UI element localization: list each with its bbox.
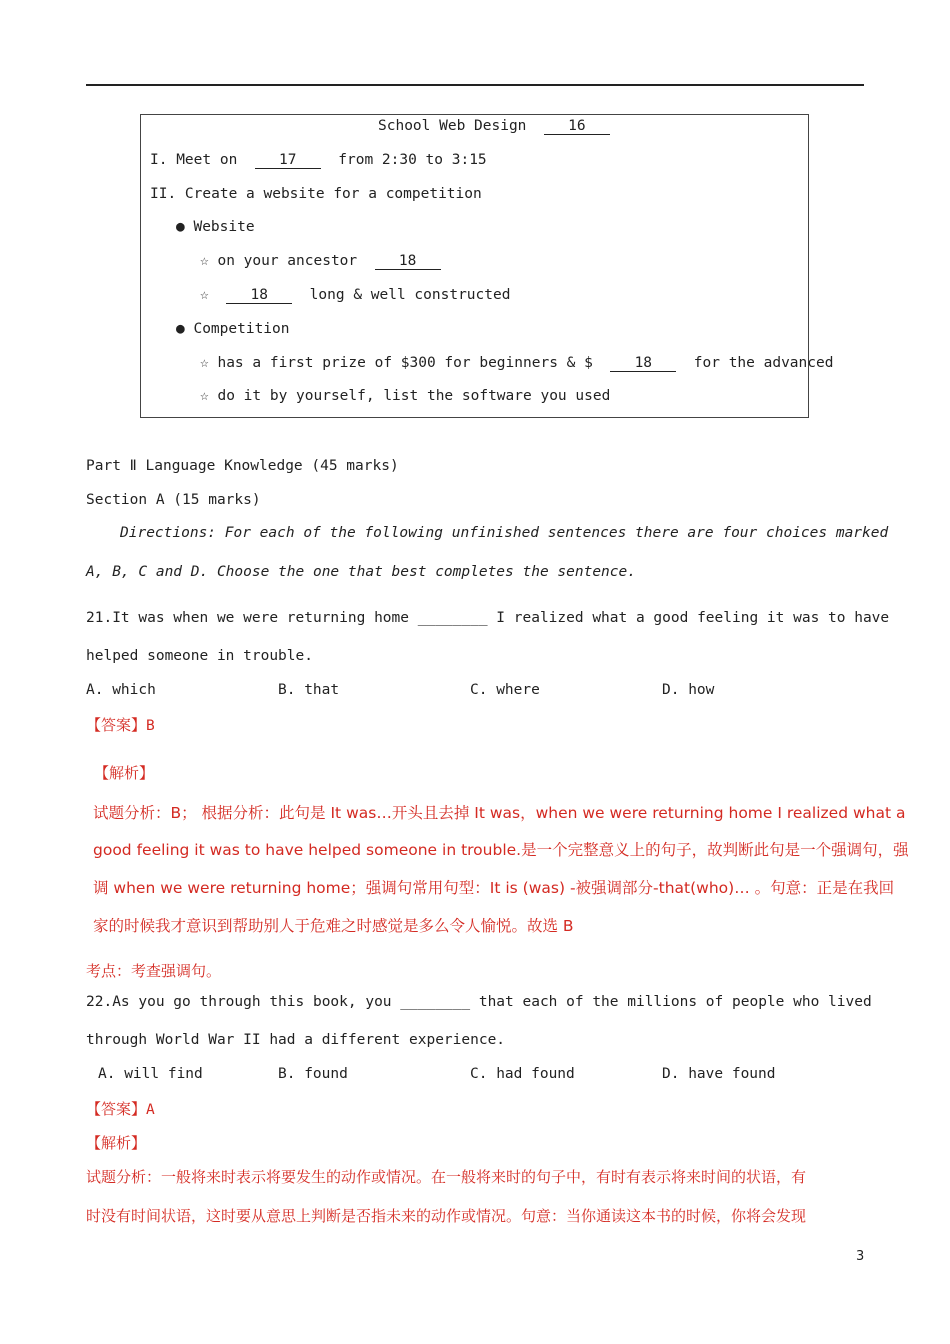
q21-stem-line-2: helped someone in trouble. <box>86 648 313 664</box>
q21-stem-line-1: 21.It was when we were returning home ________ I realized what a good feeling it was to have <box>86 610 890 626</box>
q21-option-a: A. which <box>86 682 156 698</box>
website-line-2: ☆ 18 long & well constructed <box>200 287 511 303</box>
q21-option-b: B. that <box>278 682 340 698</box>
q22-option-d: D. have found <box>662 1066 776 1082</box>
blank-16: 16 <box>544 118 610 135</box>
competition-line-1: ☆ has a first prize of $300 for beginners & $ 18 for the advanced <box>200 355 834 371</box>
blank-18: 18 <box>610 355 676 372</box>
q21-kaodian: 考点：考查强调句。 <box>86 962 222 980</box>
part-heading: Part Ⅱ Language Knowledge (45 marks) <box>86 458 399 474</box>
box-title: School Web Design 16 <box>378 118 610 135</box>
bullet-icon: ● <box>176 321 185 337</box>
q22-option-c: C. had found <box>470 1066 575 1082</box>
blank-18: 18 <box>375 253 441 270</box>
q21-analysis-line-3: 调 when we were returning home；强调句常用句型：It is (was) -被强调部分-that(who)… 。句意：正是在我回 <box>93 879 895 897</box>
q22-analysis-line-1: 试题分析：一般将来时表示将要发生的动作或情况。在一般将来时的句子中，有时有表示将来时间的状语，有 <box>86 1168 807 1186</box>
header-rule <box>86 84 864 86</box>
q21-answer: 【答案】B <box>86 716 155 734</box>
bullet-icon: ● <box>176 219 185 235</box>
page-number: 3 <box>856 1249 865 1264</box>
bullet-website: ● Website <box>176 219 255 235</box>
section-heading: Section A (15 marks) <box>86 492 261 508</box>
q22-stem-line-2: through World War II had a different experience. <box>86 1032 506 1048</box>
q21-analysis-line-1: 试题分析：B； 根据分析：此句是 It was…开头且去掉 It was，when we were returning home I realized what a <box>93 804 906 822</box>
q21-option-c: C. where <box>470 682 540 698</box>
box-item-2: II. Create a website for a competition <box>150 186 482 202</box>
q22-option-a: A. will find <box>98 1066 203 1082</box>
blank-18: 18 <box>226 287 292 304</box>
box-item-1: I. Meet on 17 from 2:30 to 3:15 <box>150 152 487 168</box>
website-line-1: ☆ on your ancestor 18 <box>200 253 441 270</box>
blank-17: 17 <box>255 152 321 169</box>
q22-analysis-line-2: 时没有时间状语，这时要从意思上判断是否指未来的动作或情况。句意：当你通读这本书的时候，你将会发现 <box>86 1207 807 1225</box>
q22-option-b: B. found <box>278 1066 348 1082</box>
q22-analysis-label: 【解析】 <box>86 1134 147 1152</box>
directions-line-1: Directions: For each of the following unfinished sentences there are four choices marked <box>120 525 889 541</box>
q21-analysis-line-4: 家的时候我才意识到帮助别人于危难之时感觉是多么令人愉悦。故选 B <box>93 917 574 935</box>
q21-option-d: D. how <box>662 682 715 698</box>
q21-analysis-line-2: good feeling it was to have helped someone in trouble.是一个完整意义上的句子，故判断此句是一个强调句，强 <box>93 841 909 859</box>
q22-stem-line-1: 22.As you go through this book, you ________ that each of the millions of people who lived <box>86 994 872 1010</box>
directions-line-2: A, B, C and D. Choose the one that best completes the sentence. <box>86 564 636 580</box>
competition-line-2: ☆ do it by yourself, list the software you used <box>200 388 611 404</box>
bullet-competition: ● Competition <box>176 321 290 337</box>
q22-answer: 【答案】A <box>86 1100 155 1118</box>
q21-analysis-label: 【解析】 <box>94 764 155 782</box>
